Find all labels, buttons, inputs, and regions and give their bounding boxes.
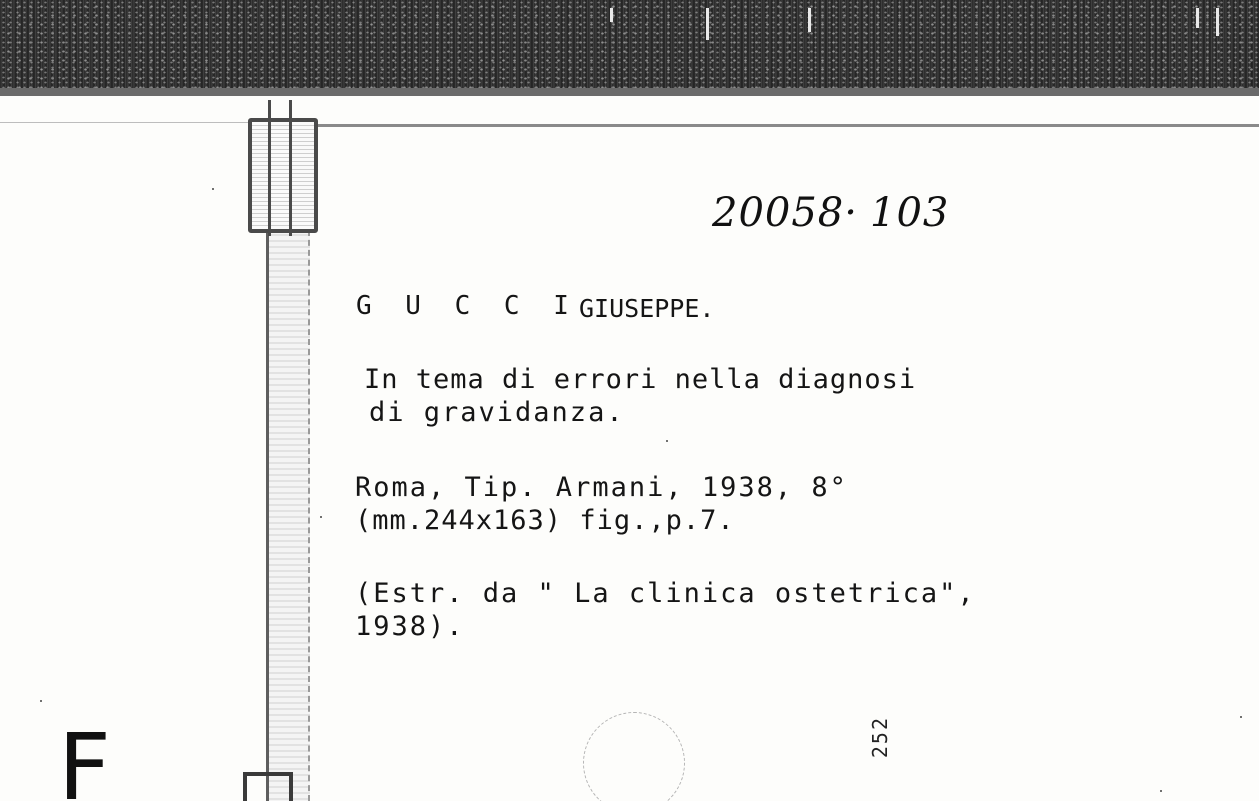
binding-strip [266, 230, 310, 801]
author-given-name: GIUSEPPE. [579, 294, 715, 323]
scan-speck [212, 188, 214, 190]
handwritten-shelf-number: 103 [870, 190, 950, 236]
scan-top-edge [0, 88, 1259, 96]
author-surname: G U C C I [356, 291, 578, 321]
imprint-line-1: Roma, Tip. Armani, 1938, 8° [355, 472, 848, 503]
note-line-2: 1938). [355, 611, 465, 642]
scan-speck [666, 440, 668, 442]
vertical-stamp-number: 252 [868, 716, 892, 759]
card-top-edge [295, 124, 1259, 127]
binding-foot [243, 772, 293, 801]
imprint-line-2: (mm.244x163) fig.,p.7. [355, 505, 735, 536]
faint-stamp-circle [583, 712, 685, 801]
corner-letter: F [58, 714, 111, 801]
scan-speck [320, 516, 322, 518]
scan-speck [40, 700, 42, 702]
scan-speck [1240, 716, 1242, 718]
title-line-2: di gravidanza. [369, 397, 625, 428]
title-line-1: In tema di errori nella diagnosi [364, 364, 917, 395]
scan-noise [0, 0, 1259, 95]
binding-clip-inner [268, 100, 292, 236]
card-edge-left [0, 122, 290, 123]
note-line-1: (Estr. da " La clinica ostetrica", [355, 578, 976, 609]
handwritten-accession-number: 20058· [712, 190, 858, 236]
scan-speck [1160, 790, 1162, 792]
